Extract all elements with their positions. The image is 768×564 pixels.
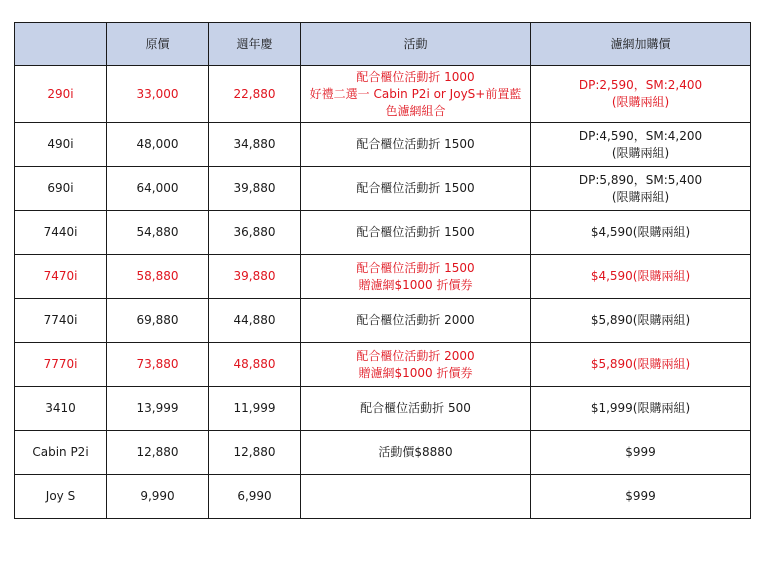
cell-promotion — [301, 299, 531, 343]
cell-promotion — [301, 211, 531, 255]
cell-original-price: 48,000 — [107, 123, 209, 167]
table-row — [15, 299, 751, 343]
price-table — [14, 22, 751, 519]
cell-filter-price — [531, 123, 751, 167]
cell-filter-price-line: DP:4,590，SM:4,200 — [578, 128, 703, 143]
cell-original-price: 69,880 — [107, 299, 209, 343]
price-table-container — [14, 22, 750, 519]
cell-filter-price-line: $1,999(限購兩組) — [590, 401, 691, 415]
cell-promotion — [301, 475, 531, 519]
cell-promotion-line: 配合櫃位活動折 2000 — [356, 348, 475, 363]
header-row — [15, 23, 751, 66]
cell-filter-price — [531, 343, 751, 387]
cell-filter-price-line: $999 — [625, 445, 656, 459]
cell-promotion-line: 贈濾網$1000 折價券 — [358, 365, 473, 380]
table-row — [15, 387, 751, 431]
cell-original-price: 73,880 — [107, 343, 209, 387]
cell-anniversary-price: 39,880 — [209, 255, 301, 299]
cell-promotion — [301, 167, 531, 211]
table-row — [15, 167, 751, 211]
cell-filter-price-line: $4,590(限購兩組) — [590, 269, 691, 283]
cell-promotion-line: 配合櫃位活動折 1500 — [356, 137, 475, 151]
cell-filter-price — [531, 66, 751, 123]
cell-model: Cabin P2i — [15, 431, 107, 475]
cell-filter-price-line: $999 — [625, 489, 656, 503]
cell-filter-price-line: $5,890(限購兩組) — [590, 313, 691, 327]
cell-promotion-line: 配合櫃位活動折 1500 — [356, 225, 475, 239]
cell-promotion — [301, 387, 531, 431]
cell-filter-price — [531, 431, 751, 475]
header-model — [15, 23, 107, 66]
header-anniversary-price: 週年慶 — [209, 23, 301, 66]
cell-filter-price — [531, 475, 751, 519]
cell-filter-price-line: (限購兩組) — [611, 189, 670, 204]
cell-anniversary-price: 48,880 — [209, 343, 301, 387]
cell-promotion-line: 活動價$8880 — [378, 445, 453, 459]
cell-anniversary-price: 22,880 — [209, 66, 301, 123]
cell-promotion — [301, 66, 531, 123]
cell-anniversary-price: 39,880 — [209, 167, 301, 211]
table-row — [15, 431, 751, 475]
cell-anniversary-price: 11,999 — [209, 387, 301, 431]
table-row — [15, 343, 751, 387]
table-row — [15, 475, 751, 519]
cell-filter-price-line: (限購兩組) — [611, 145, 670, 160]
cell-original-price: 58,880 — [107, 255, 209, 299]
cell-model: 490i — [15, 123, 107, 167]
cell-promotion — [301, 431, 531, 475]
cell-original-price: 13,999 — [107, 387, 209, 431]
cell-original-price: 9,990 — [107, 475, 209, 519]
cell-filter-price-line: (限購兩組) — [611, 95, 670, 109]
cell-original-price: 12,880 — [107, 431, 209, 475]
cell-promotion — [301, 255, 531, 299]
cell-anniversary-price: 34,880 — [209, 123, 301, 167]
cell-promotion-line: 配合櫃位活動折 1500 — [356, 181, 475, 195]
cell-model: 3410 — [15, 387, 107, 431]
cell-filter-price-line: $5,890(限購兩組) — [590, 357, 691, 371]
cell-anniversary-price: 12,880 — [209, 431, 301, 475]
cell-filter-price-line: DP:2,590，SM:2,400 — [578, 78, 703, 92]
cell-model: Joy S — [15, 475, 107, 519]
cell-promotion-line: 配合櫃位活動折 1500 — [356, 260, 475, 275]
cell-filter-price — [531, 255, 751, 299]
table-row — [15, 123, 751, 167]
cell-promotion-line: 贈濾網$1000 折價券 — [358, 277, 473, 292]
cell-promotion — [301, 123, 531, 167]
cell-anniversary-price: 36,880 — [209, 211, 301, 255]
table-row — [15, 66, 751, 123]
table-row — [15, 255, 751, 299]
cell-original-price: 64,000 — [107, 167, 209, 211]
table-body — [15, 66, 751, 519]
table-header — [15, 23, 751, 66]
cell-promotion-line: 色濾網組合 — [385, 103, 446, 118]
header-filter-addon-price: 濾網加購價 — [531, 23, 751, 66]
cell-filter-price — [531, 167, 751, 211]
table-row — [15, 211, 751, 255]
cell-filter-price-line: $4,590(限購兩組) — [590, 225, 691, 239]
cell-model: 7470i — [15, 255, 107, 299]
header-original-price: 原價 — [107, 23, 209, 66]
cell-promotion-line: 配合櫃位活動折 2000 — [356, 313, 475, 327]
header-promotion: 活動 — [301, 23, 531, 66]
cell-anniversary-price: 6,990 — [209, 475, 301, 519]
cell-promotion-line: 配合櫃位活動折 500 — [360, 401, 471, 415]
cell-original-price: 33,000 — [107, 66, 209, 123]
cell-model: 7740i — [15, 299, 107, 343]
cell-filter-price — [531, 387, 751, 431]
cell-anniversary-price: 44,880 — [209, 299, 301, 343]
cell-filter-price — [531, 299, 751, 343]
cell-model: 290i — [15, 66, 107, 123]
cell-filter-price-line: DP:5,890，SM:5,400 — [578, 172, 703, 187]
cell-promotion-line: 好禮二選一 Cabin P2i or JoyS+前置藍 — [309, 86, 522, 101]
cell-model: 7770i — [15, 343, 107, 387]
cell-original-price: 54,880 — [107, 211, 209, 255]
cell-model: 7440i — [15, 211, 107, 255]
cell-promotion-line: 配合櫃位活動折 1000 — [356, 69, 475, 84]
cell-model: 690i — [15, 167, 107, 211]
cell-filter-price — [531, 211, 751, 255]
cell-promotion — [301, 343, 531, 387]
